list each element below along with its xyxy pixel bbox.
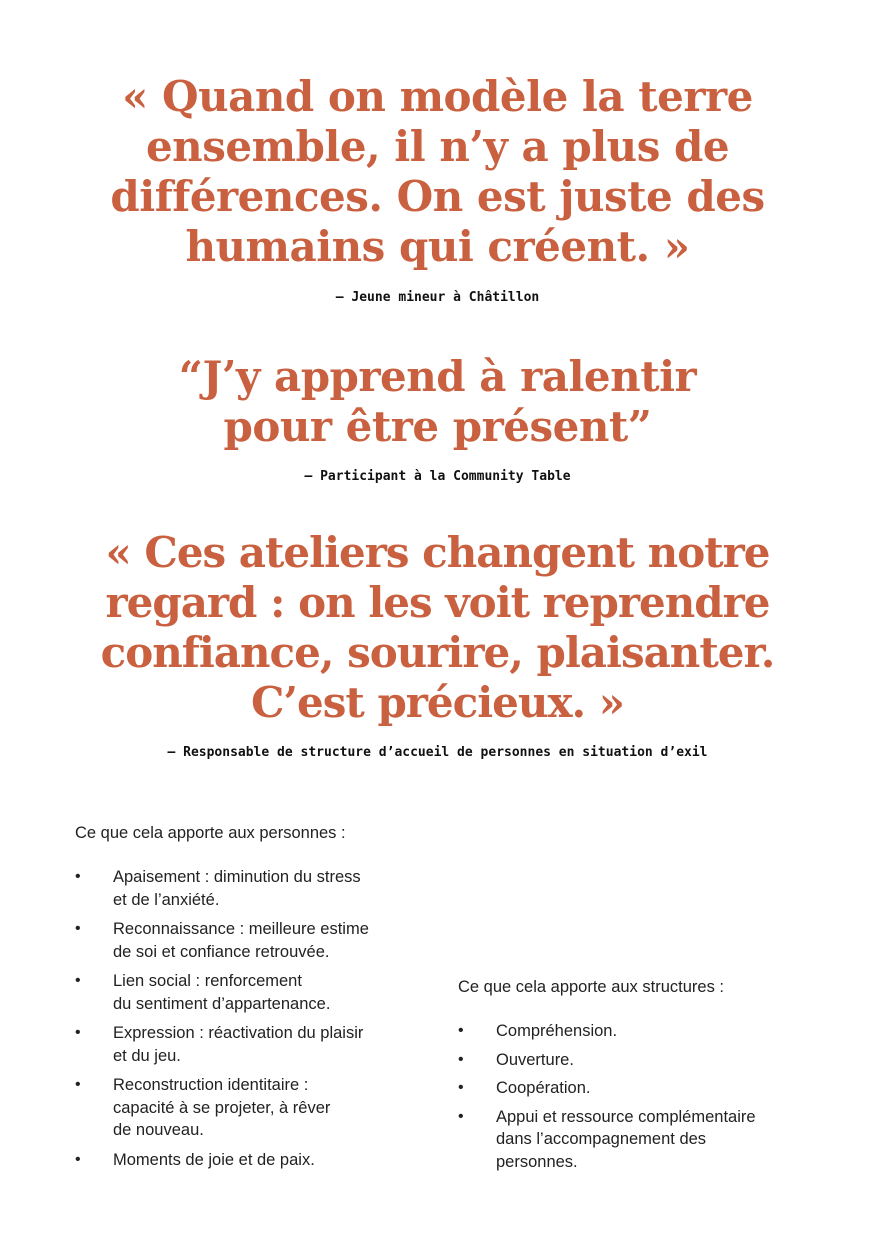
benefits-people-section [75,822,405,1178]
list-item-line: • Compréhension. [496,1022,618,1040]
list-item-line: du sentiment d’appartenance. [113,994,331,1013]
list-item [458,1077,798,1100]
quote-2 [40,352,835,452]
benefits-structures-section [458,976,798,1179]
list-item [75,866,405,911]
quote-line: “J’y apprend à ralentir [178,352,697,401]
list-item [75,970,405,1015]
list-item-line: personnes. [496,1152,578,1171]
quote-line: humains qui créent. » [185,222,690,271]
quote-3-attribution: — Responsable de structure d’accueil de personnes en situation d’exil [167,745,708,760]
list-item-line: et du jeu. [113,1046,181,1065]
list-item [75,1022,405,1067]
quote-line: pour être présent” [223,402,652,451]
list-item [458,1020,798,1043]
list-item [458,1106,798,1174]
list-item-line: • Reconstruction identitaire : [113,1076,309,1094]
benefits-structures-list [458,1020,798,1173]
list-item [75,918,405,963]
list-item-line: • Coopération. [496,1079,591,1097]
list-item-line: • Apaisement : diminution du stress [113,868,361,886]
list-item-line: • Ouverture. [496,1050,574,1069]
quote-line: C’est précieux. » [251,678,624,727]
list-item [75,1149,405,1172]
benefits-people-list [75,866,405,1171]
list-item [75,1074,405,1142]
list-item [458,1049,798,1072]
list-item-line: • Lien social : renforcement [113,972,302,990]
quote-line: regard : on les voit reprendre [105,578,770,627]
quote-line: « Ces ateliers changent notre [105,528,770,577]
quote-1 [40,72,835,272]
list-item-line: de nouveau. [113,1121,204,1139]
list-item-line: • Moments de joie et de paix. [113,1150,315,1169]
quote-line: ensemble, il n’y a plus de [145,122,730,171]
list-item-line: et de l’anxiété. [113,890,220,909]
benefits-structures-heading: Ce que cela apporte aux structures : [458,978,724,996]
quote-line: « Quand on modèle la terre [122,72,753,121]
quote-line: différences. On est juste des [110,172,765,221]
benefits-people-heading: Ce que cela apporte aux personnes : [75,824,346,842]
list-item-line: • Reconnaissance : meilleure estime [113,920,369,938]
quote-1-attribution: — Jeune mineur à Châtillon [335,290,540,305]
quote-line: confiance, sourire, plaisanter. [100,628,775,677]
list-item-line: • Expression : réactivation du plaisir [113,1024,364,1042]
quote-2-attribution: — Participant à la Community Table [304,469,571,484]
list-item-line: capacité à se projeter, à rêver [113,1098,331,1117]
list-item-line: de soi et confiance retrouvée. [113,942,330,961]
list-item-line: dans l’accompagnement des [496,1130,707,1148]
list-item-line: • Appui et ressource complémentaire [496,1107,756,1126]
quote-3 [40,528,835,728]
